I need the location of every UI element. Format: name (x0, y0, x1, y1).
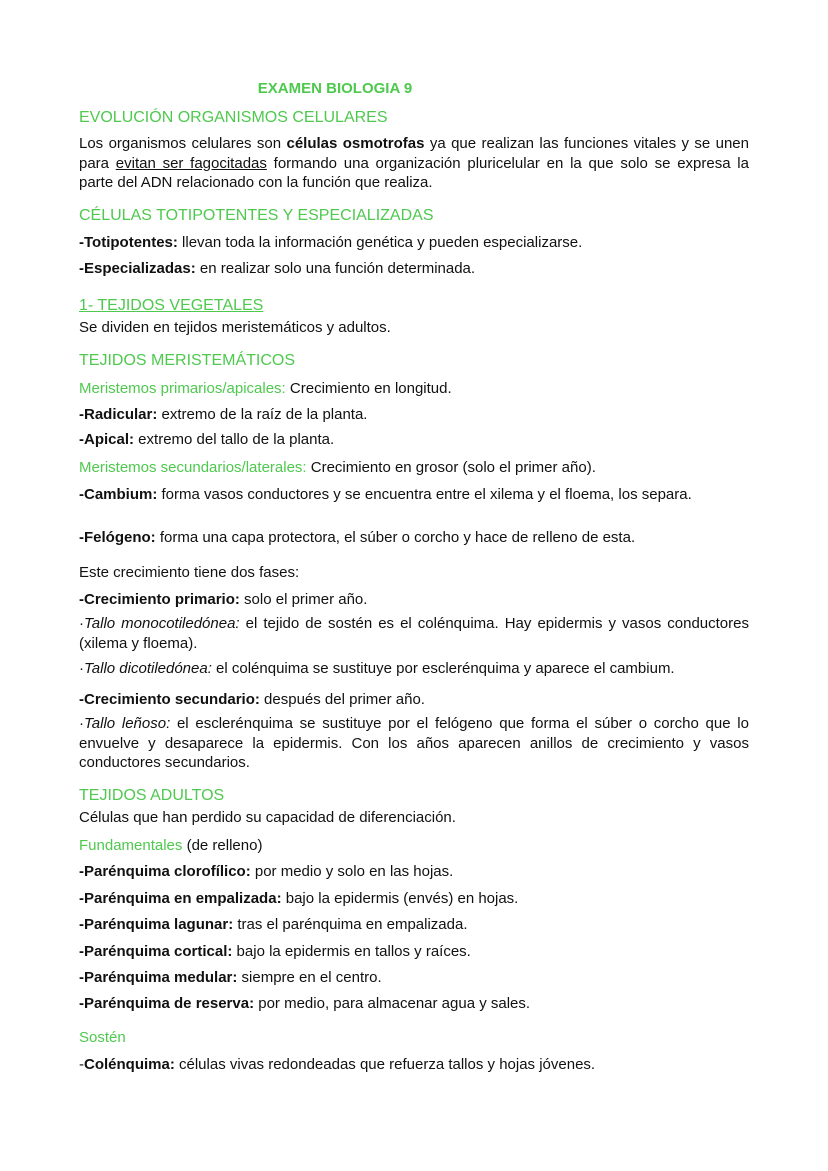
paragraph-evolucion: Los organismos celulares son células osmotrofas ya que realizan las funciones vitales y se unen para evitan ser fagocitadas formando una organización pluricelular en la que solo se expresa la parte del ADN relacionado con la función que realiza. (79, 135, 749, 191)
list-item: -Parénquima clorofílico: por medio y solo en las hojas. (79, 863, 454, 880)
heading-evolucion: EVOLUCIÓN ORGANISMOS CELULARES (79, 109, 388, 126)
item-felogeno: -Felógeno: forma una capa protectora, el súber o corcho y hace de relleno de esta. (79, 529, 636, 546)
paragraph-fases: Este crecimiento tiene dos fases: (79, 564, 300, 581)
item-crecimiento-primario: -Crecimiento primario: solo el primer año. (79, 591, 368, 608)
item-crecimiento-secundario: -Crecimiento secundario: después del primer año. (79, 691, 425, 708)
list-item: -Parénquima cortical: bajo la epidermis en tallos y raíces. (79, 943, 471, 960)
item-fundamentales: Fundamentales (de relleno) (79, 837, 263, 854)
list-item: -Parénquima medular: siempre en el centro. (79, 969, 382, 986)
heading-tejidos-adultos: TEJIDOS ADULTOS (79, 787, 225, 804)
item-apical: -Apical: extremo del tallo de la planta. (79, 431, 335, 448)
item-radicular: -Radicular: extremo de la raíz de la planta. (79, 406, 368, 423)
paragraph-tejidos-vegetales: Se dividen en tejidos meristemáticos y adultos. (79, 319, 391, 336)
heading-sosten: Sostén (79, 1029, 126, 1046)
item-especializadas: -Especializadas: en realizar solo una función determinada. (79, 260, 476, 277)
item-tallo-lenoso: ·Tallo leñoso: el esclerénquima se sustituye por el felógeno que forma el súber o corcho que lo envuelve y desaparece la epidermis. Con los años aparecen anillos de crecimiento y vasos conductores secundarios. (79, 715, 749, 771)
list-item: -Parénquima lagunar: tras el parénquima en empalizada. (79, 916, 468, 933)
item-cambium: -Cambium: forma vasos conductores y se encuentra entre el xilema y el floema, los separa. (79, 486, 692, 503)
item-tallo-dicotiledonea: ·Tallo dicotiledónea: el colénquima se sustituye por esclerénquima y aparece el cambium. (79, 660, 675, 677)
paragraph-tejidos-adultos: Células que han perdido su capacidad de diferenciación. (79, 809, 456, 826)
heading-celulas: CÉLULAS TOTIPOTENTES Y ESPECIALIZADAS (79, 207, 434, 224)
item-meristemos-secundarios: Meristemos secundarios/laterales: Crecimiento en grosor (solo el primer año). (79, 459, 596, 476)
heading-tejidos-vegetales: 1- TEJIDOS VEGETALES (79, 297, 264, 314)
page-title: EXAMEN BIOLOGIA 9 (257, 80, 413, 97)
item-totipotentes: -Totipotentes: llevan toda la información genética y pueden especializarse. (79, 234, 583, 251)
item-colenquima: -Colénquima: células vivas redondeadas que refuerza tallos y hojas jóvenes. (79, 1056, 596, 1073)
heading-meristematicos: TEJIDOS MERISTEMÁTICOS (79, 352, 296, 369)
list-item: -Parénquima de reserva: por medio, para almacenar agua y sales. (79, 995, 531, 1012)
item-tallo-monocotiledonea: ·Tallo monocotiledónea: el tejido de sostén es el colénquima. Hay epidermis y vasos conductores (xilema y floema). (79, 615, 749, 652)
item-meristemos-primarios: Meristemos primarios/apicales: Crecimiento en longitud. (79, 380, 452, 397)
list-item: -Parénquima en empalizada: bajo la epidermis (envés) en hojas. (79, 890, 519, 907)
